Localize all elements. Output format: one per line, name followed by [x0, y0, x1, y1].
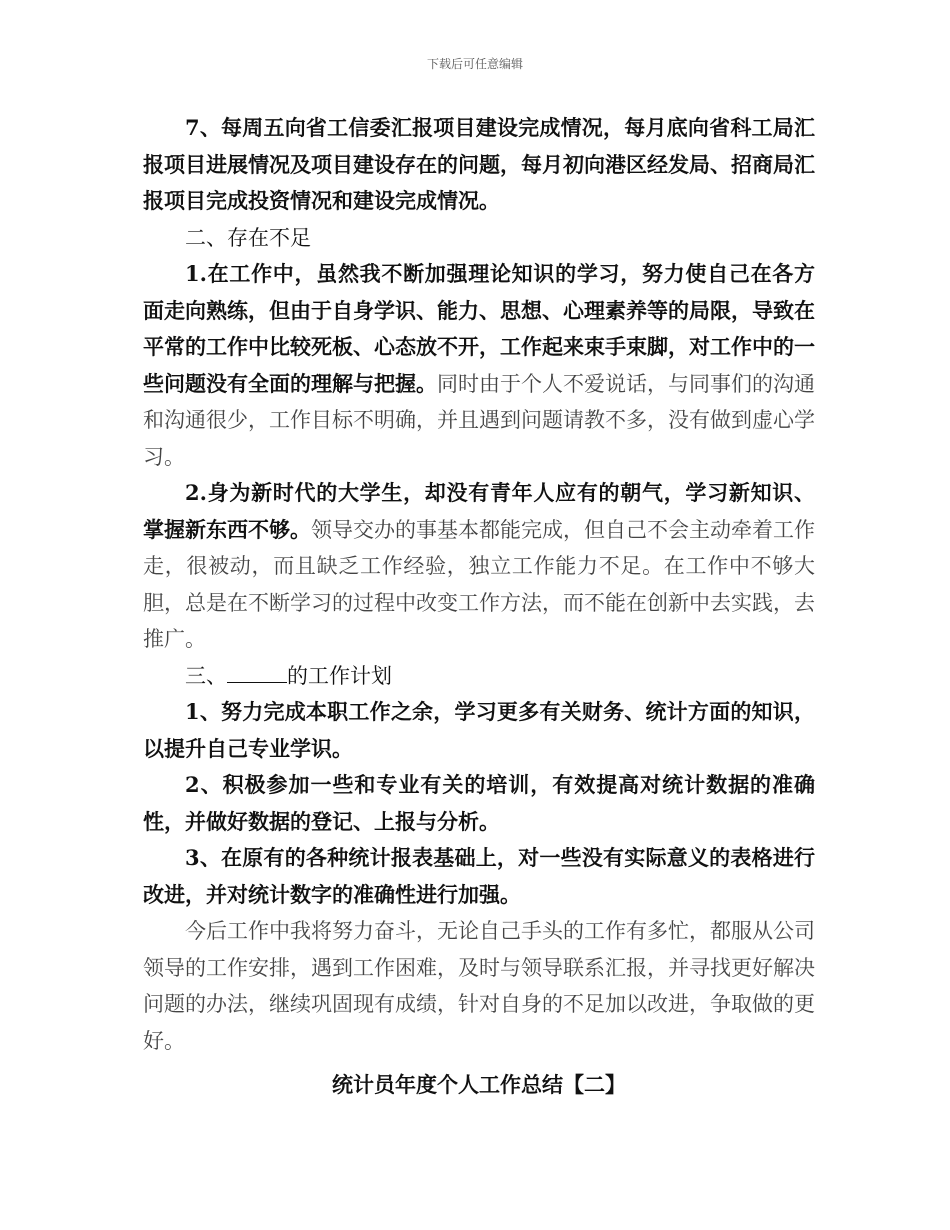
section-heading-shortcomings: 二、存在不足 — [185, 225, 311, 250]
shortcoming-1-bold: 1.在工作中，虽然我不断加强理论知识的学习，努力使自己在各方面走向熟练，但由于自身学识、能力、思想、心理素养等的局限，导致在平常的工作中比较死板、心态放不开，工作起来束手束脚，对工作中的一些问题没有全面的理解与把握。 — [143, 261, 815, 396]
plan-item-3: 3、在原有的各种统计报表基础上，对一些没有实际意义的表格进行改进，并对统计数字的准确性进行加强。 — [143, 845, 815, 907]
next-section-title: 统计员年度个人工作总结【二】 — [332, 1072, 626, 1097]
shortcoming-2-normal: 领导交办的事基本都能完成，但自己不会主动牵着工作走，很被动，而且缺乏工作经验，独立工作能力不足。在工作中不够大胆，总是在不断学习的过程中改变工作方法，而不能在创新中去实践，去推广。 — [143, 517, 815, 651]
page-header: 下载后可任意编辑 — [426, 57, 523, 71]
shortcoming-2-bold: 2.身为新时代的大学生，却没有青年人应有的朝气，学习新知识、掌握新东西不够。 — [143, 480, 815, 542]
work-plan-suffix: 的工作计划 — [287, 663, 392, 688]
blank-underline — [227, 682, 287, 683]
document-body — [143, 110, 815, 1104]
closing-paragraph: 今后工作中我将努力奋斗，无论自己手头的工作有多忙，都服从公司领导的工作安排，遇到工作困难，及时与领导联系汇报，并寻找更好解决问题的办法，继续巩固现有成绩，针对自身的不足加以改进，争取做的更好。 — [143, 919, 815, 1053]
section-heading-work-plan — [143, 658, 815, 695]
plan-item-1: 1、努力完成本职工作之余，学习更多有关财务、统计方面的知识，以提升自己专业学识。 — [143, 699, 815, 761]
paragraph-shortcoming-2 — [143, 475, 815, 658]
plan-item-2: 2、积极参加一些和专业有关的培训，有效提高对统计数据的准确性，并做好数据的登记、上报与分析。 — [143, 772, 815, 834]
shortcoming-1-normal: 同时由于个人不爱说话，与同事们的沟通和沟通很少，工作目标不明确，并且遇到问题请教不多，没有做到虚心学习。 — [143, 371, 815, 469]
paragraph-item-7: 7、每周五向省工信委汇报项目建设完成情况，每月底向省科工局汇报项目进展情况及项目建设存在的问题，每月初向港区经发局、招商局汇报项目完成投资情况和建设完成情况。 — [143, 115, 815, 213]
paragraph-shortcoming-1 — [143, 256, 815, 475]
work-plan-prefix: 三、 — [185, 663, 227, 688]
